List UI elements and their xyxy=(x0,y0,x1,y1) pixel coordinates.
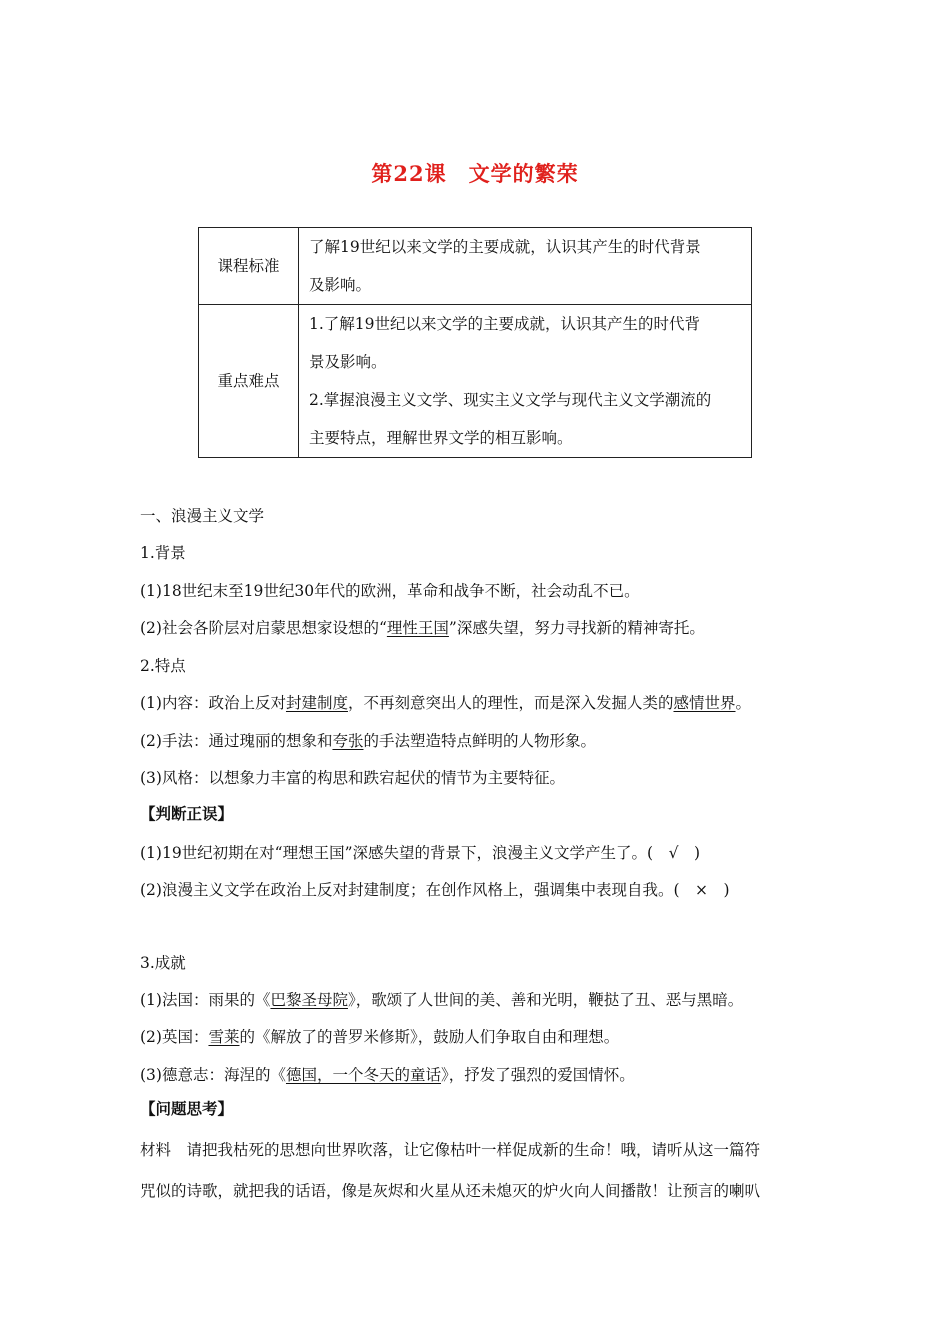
underlined-term: 德国，一个冬天的童话 xyxy=(285,1066,441,1084)
material-line-2: 咒似的诗歌，就把我的话语，像是灰烬和火星从还未熄灭的炉火向人间播散！让预言的喇叭 xyxy=(140,1182,761,1200)
subheading-achievements: 3.成就 xyxy=(140,954,186,972)
judge-heading: 【判断正误】 xyxy=(140,804,234,823)
table-row xyxy=(199,305,752,458)
underlined-term: 雪莱 xyxy=(208,1028,240,1046)
table-cell-line: 了解19世纪以来文学的主要成就，认识其产生的时代背景 xyxy=(309,238,701,256)
judge-question-1: (1)19世纪初期在对“理想王国”深感失望的背景下，浪漫主义文学产生了。( √ ) xyxy=(140,844,701,862)
underlined-term: 感情世界 xyxy=(673,694,736,712)
features-item-3: (3)风格：以想象力丰富的构思和跌宕起伏的情节为主要特征。 xyxy=(140,769,565,787)
features-item-2: (2)手法：通过瑰丽的想象和夸张的手法塑造特点鲜明的人物形象。 xyxy=(140,732,596,750)
features-item-1: (1)内容：政治上反对封建制度，不再刻意突出人的理性，而是深入发掘人类的感情世界。 xyxy=(140,694,752,712)
table-cell-standard xyxy=(299,228,752,305)
think-heading: 【问题思考】 xyxy=(140,1099,234,1118)
achievement-france: (1)法国：雨果的《巴黎圣母院》，歌颂了人世间的美、善和光明，鞭挞了丑、恶与黑暗。 xyxy=(140,991,744,1009)
subheading-background: 1.背景 xyxy=(140,544,186,562)
underlined-term: 夸张 xyxy=(332,732,364,750)
subheading-features: 2.特点 xyxy=(140,657,186,675)
achievement-england: (2)英国：雪莱的《解放了的普罗米修斯》，鼓励人们争取自由和理想。 xyxy=(140,1028,620,1046)
table-cell-key-points xyxy=(299,305,752,458)
background-item-1: (1)18世纪末至19世纪30年代的欧洲，革命和战争不断，社会动乱不已。 xyxy=(140,582,640,600)
judge-question-2: (2)浪漫主义文学在政治上反对封建制度；在创作风格上，强调集中表现自我。( × ) xyxy=(140,881,730,899)
table-label-standard: 课程标准 xyxy=(199,228,299,305)
table-cell-line: 及影响。 xyxy=(309,276,372,294)
material-line-1: 材料 请把我枯死的思想向世界吹落，让它像枯叶一样促成新的生命！哦，请听从这一篇符 xyxy=(140,1141,761,1159)
curriculum-table xyxy=(198,227,752,458)
table-label-key-points: 重点难点 xyxy=(199,305,299,458)
achievement-germany: (3)德意志：海涅的《德国，一个冬天的童话》，抒发了强烈的爱国情怀。 xyxy=(140,1066,635,1084)
table-cell-line: 景及影响。 xyxy=(309,353,387,371)
table-cell-line: 1.了解19世纪以来文学的主要成就，认识其产生的时代背 xyxy=(309,315,701,333)
section-heading: 一、浪漫主义文学 xyxy=(140,507,265,525)
table-row xyxy=(199,228,752,305)
underlined-term: 理性王国 xyxy=(386,619,449,637)
background-item-2: (2)社会各阶层对启蒙思想家设想的“理性王国”深感失望，努力寻找新的精神寄托。 xyxy=(140,619,705,637)
underlined-term: 封建制度 xyxy=(285,694,348,712)
table-cell-line: 主要特点，理解世界文学的相互影响。 xyxy=(309,429,573,447)
page-title: 第22课 文学的繁荣 xyxy=(371,161,579,186)
table-cell-line: 2.掌握浪漫主义文学、现实主义文学与现代主义文学潮流的 xyxy=(309,391,712,409)
underlined-term: 巴黎圣母院 xyxy=(270,991,348,1009)
